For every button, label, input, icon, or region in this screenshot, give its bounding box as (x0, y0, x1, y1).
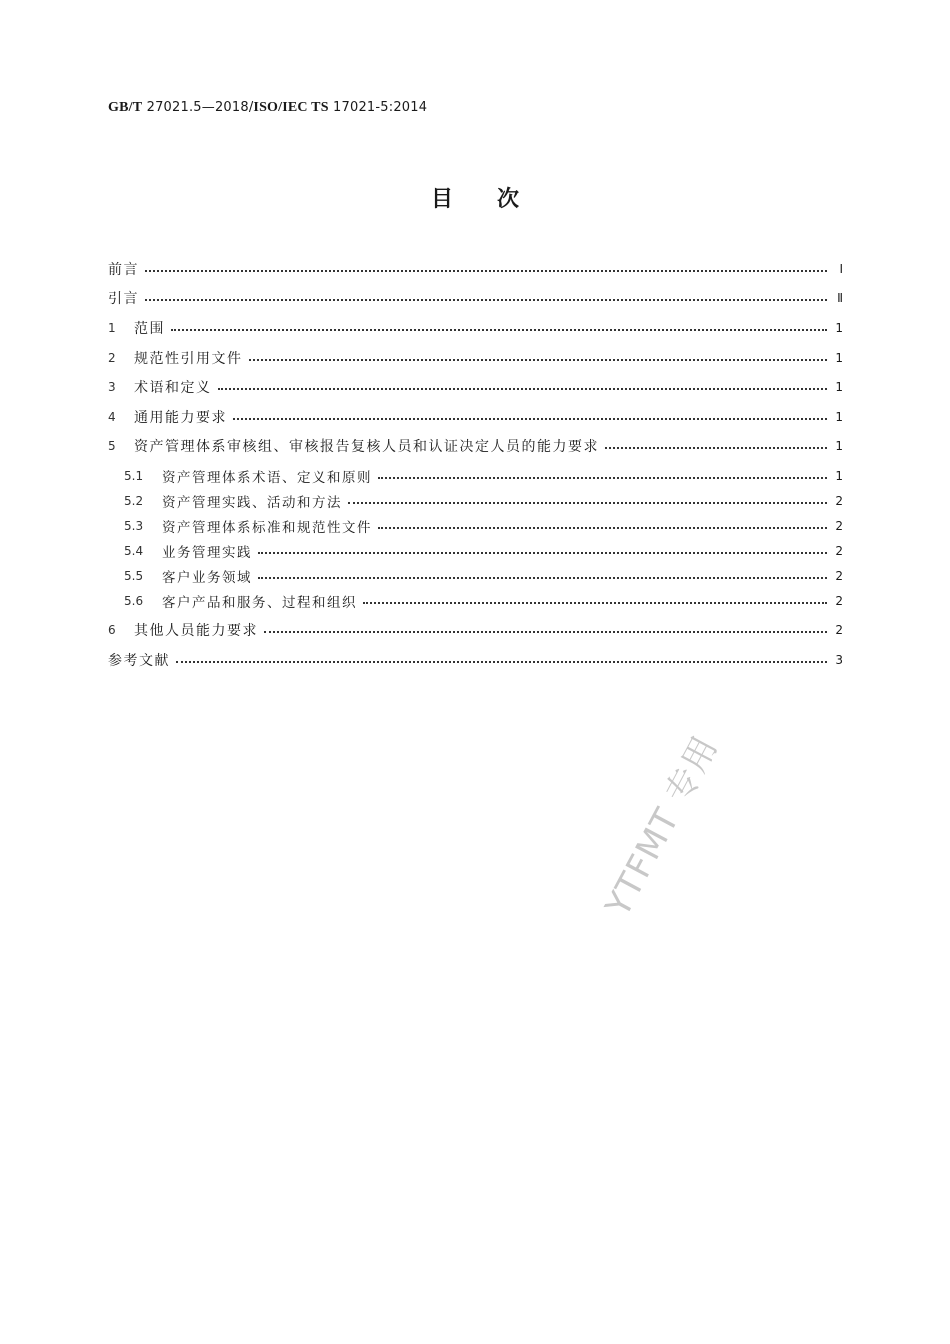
toc-entry-number: 5.1 (124, 469, 144, 483)
toc-entry-label: 引言 (108, 291, 139, 307)
toc-entry-number: 6 (108, 623, 116, 637)
toc-dot-leader (171, 317, 827, 339)
toc-dot-leader (145, 258, 827, 280)
toc-entry-page: 2 (835, 594, 843, 608)
toc-dot-leader (249, 347, 828, 369)
toc-entry-number: 5.3 (124, 519, 144, 533)
toc-entry-label: 业务管理实践 (162, 545, 252, 561)
toc-entry[interactable] (108, 317, 843, 339)
toc-entry[interactable] (108, 540, 843, 562)
toc-entry-page: 1 (835, 469, 843, 483)
toc-entry-label: 范围 (134, 321, 165, 337)
toc-dot-leader (258, 540, 827, 562)
toc-entry-label: 术语和定义 (134, 380, 212, 396)
toc-dot-leader (218, 376, 828, 398)
toc-entry[interactable] (108, 376, 843, 398)
standard-code: GB/T (108, 100, 143, 115)
toc-entry-page: 3 (835, 653, 843, 667)
toc-entry[interactable] (108, 465, 843, 487)
toc-dot-leader (233, 406, 827, 428)
toc-entry-page: 2 (835, 623, 843, 637)
toc-dot-leader (363, 590, 827, 612)
toc-entry-label: 资产管理体系标准和规范性文件 (162, 520, 372, 536)
toc-entry-label: 客户业务领域 (162, 570, 252, 586)
standard-year: 27021.5—2018/ (142, 100, 254, 115)
toc-dot-leader (378, 465, 827, 487)
page-title: 目次 (430, 187, 563, 212)
toc-entry-number: 5.5 (124, 569, 144, 583)
toc-dot-leader (605, 435, 827, 457)
toc-dot-leader (145, 287, 827, 309)
toc-entry-page: 1 (835, 321, 843, 335)
toc-dot-leader (258, 565, 827, 587)
toc-entry-page: 1 (835, 351, 843, 365)
toc-entry[interactable] (108, 590, 843, 612)
toc-entry[interactable] (108, 490, 843, 512)
toc-entry[interactable] (108, 435, 843, 457)
toc-entry-page: 1 (835, 410, 843, 424)
standard-number-header (108, 99, 427, 116)
toc-entry[interactable] (108, 565, 843, 587)
toc-dot-leader (348, 490, 827, 512)
toc-dot-leader (378, 515, 827, 537)
toc-entry-page: Ⅱ (837, 291, 843, 305)
toc-entry-number: 5.2 (124, 494, 144, 508)
toc-entry-number: 5.4 (124, 544, 144, 558)
toc-entry-number: 1 (108, 321, 116, 335)
toc-entry[interactable] (108, 619, 843, 641)
iso-code: ISO/IEC TS (253, 100, 329, 115)
toc-entry-label: 规范性引用文件 (134, 351, 243, 367)
toc-entry[interactable] (108, 347, 843, 369)
toc-entry-label: 其他人员能力要求 (134, 623, 258, 639)
toc-entry-page: 1 (835, 439, 843, 453)
toc-entry-label: 客户产品和服务、过程和组织 (162, 595, 357, 611)
toc-entry-label: 前言 (108, 262, 139, 278)
toc-entry-label: 资产管理实践、活动和方法 (162, 495, 342, 511)
toc-entry[interactable] (108, 515, 843, 537)
toc-entry-label: 参考文献 (108, 653, 170, 669)
toc-entry[interactable] (108, 258, 843, 280)
toc-entry-number: 2 (108, 351, 116, 365)
toc-entry-label: 资产管理体系审核组、审核报告复核人员和认证决定人员的能力要求 (134, 439, 599, 455)
toc-entry[interactable] (108, 406, 843, 428)
toc-entry-number: 3 (108, 380, 116, 394)
toc-entry-number: 5.6 (124, 594, 144, 608)
toc-dot-leader (176, 649, 827, 671)
toc-entry-label: 通用能力要求 (134, 410, 227, 426)
toc-entry-number: 5 (108, 439, 116, 453)
watermark: YTFMT 专用 (597, 729, 727, 923)
toc-entry[interactable] (108, 287, 843, 309)
toc-entry-page: 2 (835, 569, 843, 583)
toc-entry-page: 2 (835, 519, 843, 533)
toc-entry-page: 2 (835, 494, 843, 508)
iso-year: 17021-5:2014 (328, 100, 428, 115)
toc-entry[interactable] (108, 649, 843, 671)
toc-entry-page: 1 (835, 380, 843, 394)
toc-entry-page: 2 (835, 544, 843, 558)
toc-entry-page: Ⅰ (839, 262, 843, 276)
toc-entry-label: 资产管理体系术语、定义和原则 (162, 470, 372, 486)
toc-entry-number: 4 (108, 410, 116, 424)
toc-dot-leader (264, 619, 827, 641)
